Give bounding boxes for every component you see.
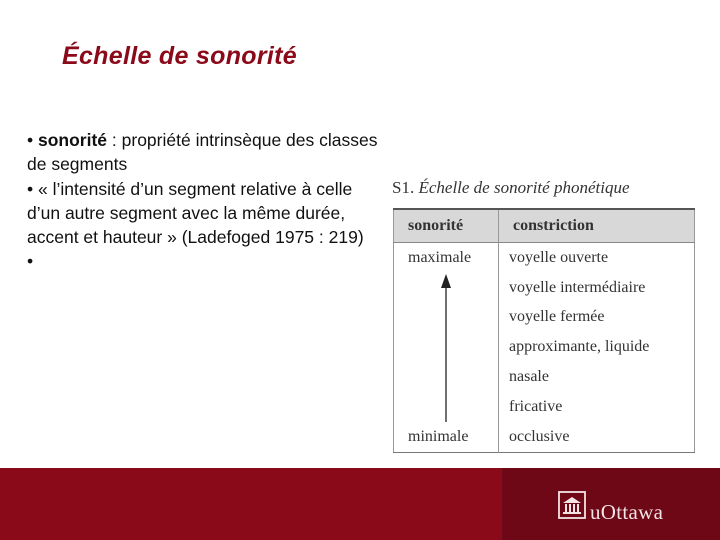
figure-title: Échelle de sonorité phonétique [418, 178, 630, 197]
bullet-list [27, 128, 382, 274]
footer-bar [0, 468, 720, 540]
slide-title: Échelle de sonorité [62, 42, 297, 70]
table-row [394, 243, 695, 273]
bullet-text: : propriété intrinsèque des classes de segments [27, 130, 378, 175]
up-arrow-icon [436, 274, 456, 422]
bullet-text: « l’intensité d’un segment relative à celle d’un autre segment avec la même durée, accent et hauteur » (Ladefoged 1975 : 219) [27, 178, 364, 248]
bullet-item: • sonorité : propriété intrinsèque des classes de segments [27, 130, 378, 175]
column-header-constriction: constriction [499, 209, 695, 243]
table-cell: maximale [394, 243, 499, 273]
figure-number: S1. [392, 178, 419, 197]
table-header-row [394, 209, 695, 243]
table-cell: nasale [509, 368, 549, 386]
university-logo-text: uOttawa [590, 500, 664, 524]
bullet-item: • « l’intensité d’un segment relative à celle d’un autre segment avec la même durée, accent et hauteur » (Ladefoged 1975 : 219) [27, 178, 364, 248]
bullet-item-empty: • [27, 251, 34, 272]
table-cell: fricative [509, 397, 563, 415]
table-cell: minimale [394, 422, 499, 452]
column-header-sonorite: sonorité [394, 209, 499, 243]
table-cell: voyelle ouverte [509, 248, 609, 266]
university-building-icon [558, 491, 586, 519]
bullet-term: sonorité [38, 130, 108, 150]
table-row [394, 422, 695, 452]
figure-caption [392, 178, 630, 198]
table-cell: voyelle intermédiaire [509, 278, 646, 296]
table-cell: approximante, liquide [509, 338, 650, 356]
table-cell: occlusive [509, 427, 570, 445]
table-cell: voyelle fermée [509, 308, 605, 326]
footer-logo-area [502, 468, 720, 540]
